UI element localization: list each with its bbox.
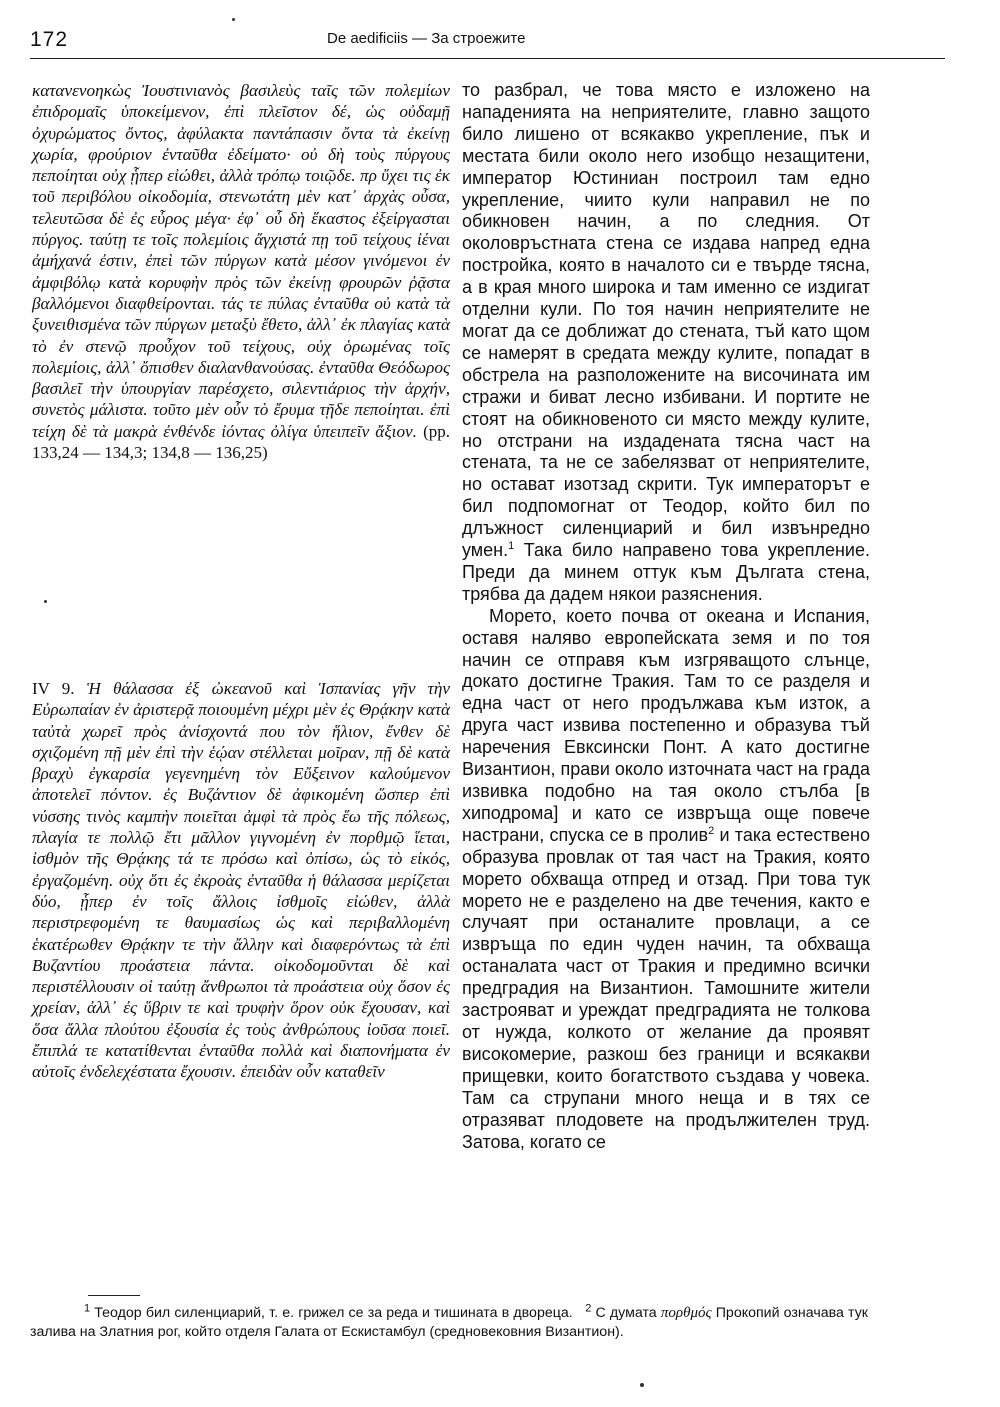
translation-paragraph-1-text-a: то разбрал, че това място е изложено на нападенията на неприятелите, главно защото било лишено от всякакво укрепление, пък и местата били около него изобщо незащитени, император Юстиниан построил там едно укрепление, чиито кули направил не по обикновен начин, а по следния. От околовръстната стена се издава напред една постройка, която в началото си е твърде тясна, а в края много широка и там именно се издигат отделни кули. По тоя начин неприятелите не могат да се доближат до стената, тъй като щом се намерят в средата между кулите, попадат в обстрела на разположените на височината им стражи и биват лесно избивани. И портите не стоят на обикновеното си място между кулите, но отстрани на издадената тясна част на стената, та не се забелязват от неприятелите, но остават изотзад скрити. Тук императорът е бил подпомогнат от Теодор, който бил по длъжност силенциарий и бил извънредно умен. — [462, 80, 870, 561]
scan-speck — [640, 1383, 644, 1387]
running-head: De aedificiis — За строежите — [327, 30, 526, 47]
greek-quote-2-text: Ἡ θάλασσα ἐξ ὠκεανοῦ καὶ Ἱσπανίας γῆν τὴν Εὐρωπαίαν ἐν ἀριστερᾷ ποιουμένη μέχρι μὲν ἐς Θρᾴκην κατὰ ταὐτὰ χωρεῖ πρὸς ἀνίσχοντά που τὸν ἥλιον, ἔνθεν δὲ σχιζομένη πῇ μὲν ἐπὶ τὴν ἑῴαν στέλλεται μοῖραν, πῇ δὲ κατὰ βραχὺ ἐγκαρσία γεγενημένη τὸν Εὔξεινον καλούμενον ἀποτελεῖ πόντον. ἐς Βυζάντιον δὲ ἀφικομένη ὥσπερ ἐπὶ νύσσης τινὸς καμπὴν ποιεῖται ἀμφὶ τὰ πρὸς ἕω τῆς πόλεως, πλαγία τε πολλῷ ἔτι μᾶλλον γιγνομένη ἐν πορθμῷ ἵεται, ἰσθμὸν τῆς Θρᾴκης τά τε πρόσω καὶ ὀπίσω, ὡς τὸ εἰκός, ἐργαζομένη. οὐχ ὅτι ἐς ἐκροὰς ἐνταῦθα ἡ θάλασσα μερίζεται δύο, ᾗπερ ἐν τοῖς ἄλλοις ἰσθμοῖς εἰώθεν, ἀλλὰ περιστρεφομένη τε θαυμασίως ὡς καὶ περιβαλλομένη ἑκατέρωθεν Θρᾴκην τε τὴν ἄλλην καὶ διαφερόντως τὰ ἐπὶ Βυζαντίου προάστεια πάντα. οἰκοδομοῦνται δὲ καὶ περιστέλλουσιν οἱ ταύτῃ ἄνθρωποι τὰ προάστεια οὐχ ὅσον ἐς χρείαν, ἀλλ᾿ ἐς ὕβριν τε καὶ τρυφὴν ὅρον οὐκ ἔχουσαν, καὶ ὅσα ἄλλα πλούτου ἐξουσία ἐς τοὺς ἀνθρώπους ἰοῦσα ποιεῖ. ἔπιπλά τε κατατίθενται ἐνταῦθα πολλὰ καὶ διαπονήματα ἐν αὐτοῖς ἐνδελεχέστατα ἔχουσιν. ἐπειδὰν οὖν καταθεῖν — [32, 679, 450, 1082]
greek-quote-1 — [32, 80, 450, 463]
footnote-rule — [88, 1295, 140, 1296]
header-rule — [30, 58, 945, 59]
footnote-marker-1: 1 — [508, 540, 515, 553]
greek-column — [32, 80, 451, 1082]
footnotes — [30, 1304, 868, 1342]
footnote-2-text-b: Прокопий означава тук залива на Златния рог, който отделя Галата от Ескистамбул (средновековния Византион). — [30, 1305, 868, 1340]
footnote-2-mark: 2 — [585, 1302, 592, 1315]
footnote-2-text-a: С думата — [591, 1305, 661, 1321]
greek-section-iv-9 — [32, 678, 450, 1083]
greek-quote-1-reference: (pp. 133,24 — 134,3; 134,8 — 136,25) — [32, 421, 451, 463]
footnotes-text — [30, 1304, 868, 1342]
footnote-1-text: Теодор бил силенциарий, т. е. грижел се за реда и тишината в двореца. — [90, 1305, 573, 1321]
page-number: 172 — [30, 28, 69, 51]
footnote-1-mark: 1 — [84, 1302, 91, 1315]
greek-quote-2 — [32, 678, 450, 1083]
translation-paragraph-1 — [462, 80, 870, 606]
footnote-2-greek-term: πορθμός — [660, 1305, 712, 1321]
footnote-marker-2: 2 — [708, 824, 715, 837]
scan-speck — [44, 600, 47, 603]
section-number: IV 9. — [32, 679, 75, 698]
scan-speck — [232, 18, 235, 21]
page-header — [30, 28, 945, 62]
bulgarian-column — [462, 80, 870, 1153]
translation-paragraph-2 — [462, 606, 870, 1154]
greek-quote-1-text: κατανενοηκὼς Ἰουστινιανὸς βασιλεὺς ταῖς τῶν πολεμίων ἐπιδρομαῖς ὑποκείμενον, ἐπὶ πλεῖστον δέ, ὡς οὐδαμῇ ὀχυρώματος ὄντος, ἀφύλακτα παντάπασιν ὄντα τὰ ἐκείνῃ χωρία, φρούριον ἐνταῦθα ἐδείματο· οὐ δὴ τοὺς πύργους πεποίηται οὐχ ᾗπερ εἰώθει, ἀλλὰ τρόπῳ τοιῷδε. πρ ὔχει τις ἐκ τοῦ περιβόλου οἰκοδομία, στενωτάτη μὲν κατ᾿ ἀρχὰς οὖσα, τελευτῶσα δὲ ἐς εὖρος μέγα· ἐφ᾿ οὗ δὴ ἕκαστος ἐξείργασται πύργος. ταύτῃ τε τοῖς πολεμίοις ἄγχιστά πῃ τοῦ τείχους ἰέναι ἀμήχανά ἐστιν, ἐπεὶ τῶν πύργων κατὰ μέσον γινόμενοι ἐν ἀμφιβόλῳ κατὰ κορυφὴν πρὸς τῶν ἐκείνῃ φρουρῶν ῥᾷστα βαλλόμενοι διαφθείρονται. τάς τε πύλας ἐνταῦθα οὐ κατὰ τὰ ξυνειθισμένα τῶν πύργων μεταξὺ ἔθετο, ἀλλ᾿ ἐκ πλαγίας κατὰ τὸ ἐν στενῷ προὖχον τοῦ τείχους, οὐχ ὁρωμένας τοῖς πολεμίοις, ἀλλ᾿ ὄπισθεν διαλανθανούσας. ἐνταῦθα Θεόδωρος βασιλεῖ τὴν ὑπουργίαν παρέσχετο, σιλεντιάριος τὴν ἀρχήν, συνετὸς μάλιστα. τοῦτο μὲν οὖν τὸ ἔρυμα τῇδε πεποίηται. ἐπὶ τείχη δὲ τὰ μακρὰ ἐνθένδε ἰόντας ὀλίγα ὑπειπεῖν ἄξιον. — [32, 81, 450, 441]
translation-paragraph-1-text-b: Така било направено това укрепление. Преди да минем оттук към Дългата стена, трябва да дадем някои разяснения. — [462, 540, 870, 604]
translation-paragraph-2-text-a: Морето, което почва от океана и Испания, оставя наляво европейската земя и по тоя начин се отправя към изгряващото слънце, докато достигне Тракия. Там то се разделя и една част от него продължава към изток, а друга част извива постепенно и образува тъй наречения Евксински Понт. А като достигне Византион, прави около източната част на града извивка подобно на тая около стълба [в хиподрома] и като се извръща още повече настрани, спуска се в пролив — [462, 605, 870, 845]
translation-paragraph-2-text-b: и така естествено образува провлак от тая част на Тракия, която морето обхваща отпред и отзад. При това тук морето не е разделено на две течения, както е случаят при останалите провлаци, а се извръща по един чуден начин, та обхваща останалата част от Тракия и предимно всички предградия на Византион. Тамошните жители застрояват и уреждат предградията не толкова от нужда, колкото от желание да проявят високомерие, разкош без граници и всякакви прищевки, които богатството създава у човека. Там са струпани много неща и в тях се отразяват плодовете на продължителен труд. Затова, когато се — [462, 824, 870, 1152]
